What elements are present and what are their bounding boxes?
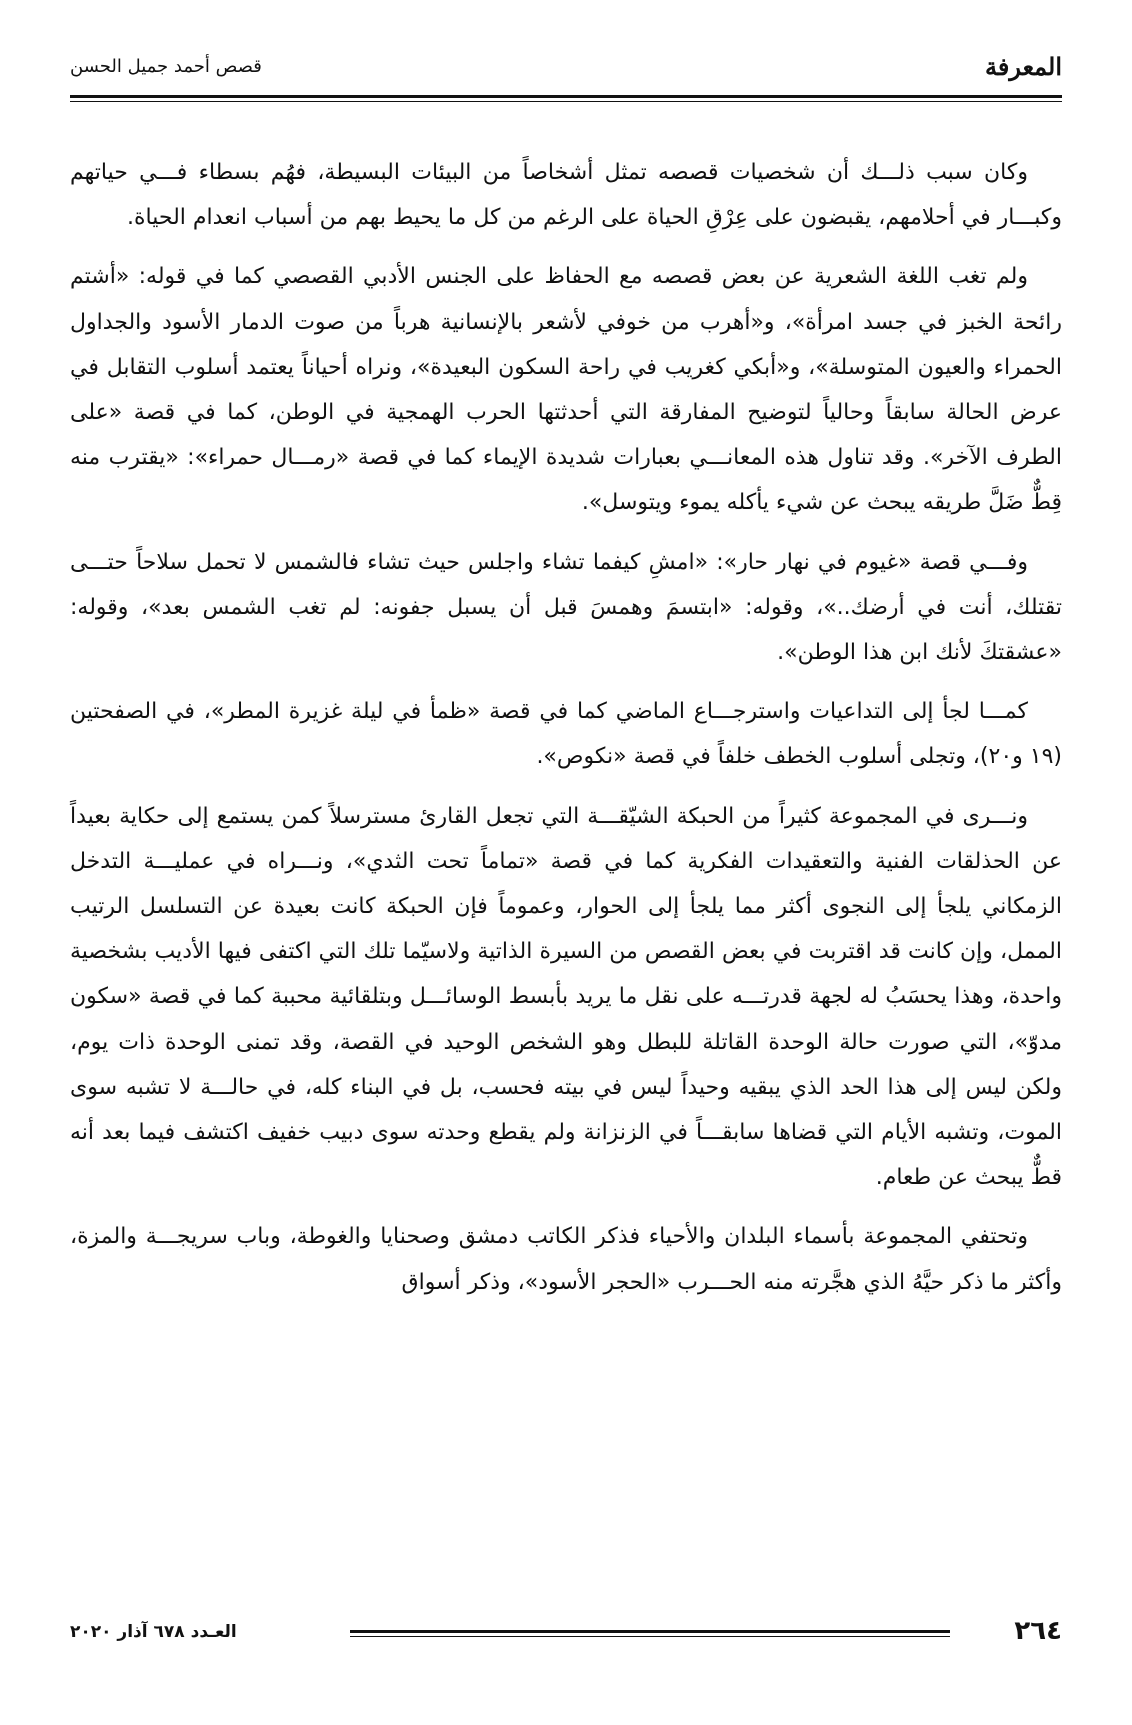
paragraph: وكان سبب ذلـــك أن شخصيات قصصه تمثل أشخاصاً من البيئات البسيطة، فهُم بسطاء فـــي حياتهم وكبـــار في أحلامهم، يقبضون على عِرْقِ الحياة على الرغم من كل ما يحيط بهم من أسباب انعدام الحياة. [70, 160, 1062, 231]
paragraph: وفـــي قصة «غيوم في نهار حار»: «امشِ كيفما تشاء واجلس حيث تشاء فالشمس لا تحمل سلاحاً حتـــى تقتلك، أنت في أرضك..»، وقوله: «ابتسمَ وهمسَ قبل أن يسبل جفونه: لم تغب الشمس بعد»، وقوله: «عشقتكَ لأنك ابن هذا الوطن». [70, 549, 1062, 666]
paragraph: ولم تغب اللغة الشعرية عن بعض قصصه مع الحفاظ على الجنس الأدبي القصصي كما في قوله: «أشتم رائحة الخبز في جسد امرأة»، و«أهرب من خوفي لأشعر بالإنسانية هرباً من صوت الدمار الأسود والجداول الحمراء والعيون المتوسلة»، و«أبكي كغريب في راحة السكون البعيدة»، ونراه أحياناً يعتمد أسلوب التقابل في عرض الحالة سابقاً وحالياً لتوضيح المفارقة التي أحدثتها الحرب الهمجية في الوطن، كما في قصة «على الطرف الآخر». وقد تناول هذه المعانـــي بعبارات شديدة الإيماء كما في قصة «رمـــال حمراء»: «يقترب منه قِطٌّ ضَلَّ طريقه يبحث عن شيء يأكله يموء ويتوسل». [70, 264, 1062, 516]
page-number: ٢٦٤ [1014, 1616, 1062, 1646]
article-body [70, 150, 1062, 1319]
footer-rule-thick [350, 1630, 950, 1633]
header-rule-thin [70, 101, 1062, 102]
footer-rule-thin [350, 1636, 950, 1637]
header-rule-thick [70, 95, 1062, 98]
paragraph: وتحتفي المجموعة بأسماء البلدان والأحياء فذكر الكاتب دمشق وصحنايا والغوطة، وباب سريجـــة والمزة، وأكثر ما ذكر حيَّهُ الذي هجَّرته منه الحـــرب «الحجر الأسود»، وذكر أسواق [70, 1224, 1062, 1295]
page-footer [70, 1616, 1062, 1656]
paragraph: كمـــا لجأ إلى التداعيات واسترجـــاع الماضي كما في قصة «ظمأ في ليلة غزيرة المطر»، في الصفحتين (١٩ و٢٠)، وتجلى أسلوب الخطف خلفاً في قصة «نكوص». [70, 699, 1062, 770]
paragraph: ونـــرى في المجموعة كثيراً من الحبكة الشيّقـــة التي تجعل القارئ مسترسلاً كمن يستمع إلى حكاية بعيداً عن الحذلقات الفنية والتعقيدات الفكرية كما في قصة «تماماً تحت الثدي»، ونـــراه في عمليـــة التدخل الزمكاني يلجأ إلى النجوى أكثر مما يلجأ إلى الحوار، وعموماً فإن الحبكة كانت بعيدة عن التسلسل الرتيب الممل، وإن كانت قد اقتربت في بعض القصص من السيرة الذاتية ولاسيّما تلك التي اكتفى فيها الأديب بشخصية واحدة، وهذا يحسَبُ له لجهة قدرتـــه على نقل ما يريد بأبسط الوسائـــل وبتلقائية محببة كما في قصة «سكون مدوّ»، التي صورت حالة الوحدة القاتلة للبطل وهو الشخص الوحيد في القصة، وقد تمنى الوحدة ذات يوم، ولكن ليس إلى هذا الحد الذي يبقيه وحيداً ليس في بيته فحسب، بل في البناء كله، في حالـــة لا تشبه سوى الموت، وتشبه الأيام التي قضاها سابقـــاً في الزنزانة ولم يقطع وحدته سوى دبيب خفيف اكتشف فيما بعد أنه قطٌّ يبحث عن طعام. [70, 803, 1062, 1191]
journal-title: المعرفة [984, 52, 1062, 81]
page-header [70, 44, 1062, 92]
issue-info: العـدد ٦٧٨ آذار ٢٠٢٠ [70, 1622, 237, 1642]
running-article-title: قصص أحمد جميل الحسن [70, 56, 262, 77]
